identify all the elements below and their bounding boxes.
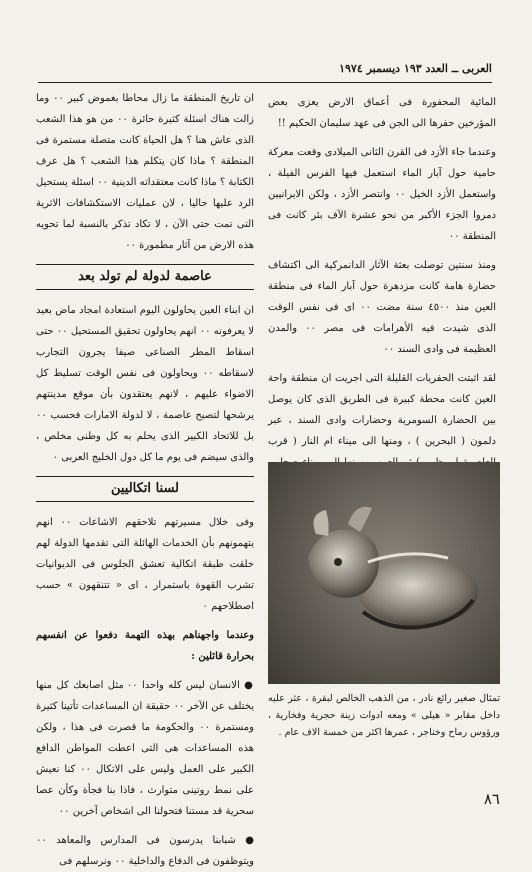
section2-text-2: وعندما واجهناهم بهذه التهمة دفعوا عن انفسهم بحرارة قائلين : xyxy=(36,630,254,662)
left-intro: ان تاريخ المنطقة ما زال محاطا بغموض كبير ٠٠ وما زالت هناك اسئلة كثيرة حائرة ٠٠ من هو هذا الشعب الذى عاش هنا ؟ هل الحياة كانت متصلة مستمرة فى المنطقة ؟ ماذا كان يتكلم هذا الشعب ؟ هل عرف الكتابة ؟ ماذا كانت معتقداته الدينية ٠٠ اسئلة يستحيل الرد عليها حاليا ، لان عمليات الاستكشافات الاثرية التى تمت حتى الآن ، لا تكاد تذكر بالنسبة لما تحويه هذه الارض من آثار مطمورة ٠٠ xyxy=(36,93,254,251)
page-number: ٨٦ xyxy=(483,790,500,808)
page-header xyxy=(38,62,492,83)
left-column xyxy=(36,88,255,867)
right-paragraph-2: وعندما جاء الأزد فى القرن الثانى الميلادى وقعت معركة حامية حول آبار الماء استعمل فيها الفرس الفيلة ، واستعمل الأزد الخيل ٠٠ وانتصر الأزد ، ولكن الايرانيين دمروا الجزء الأكبر من نحو عشرة الآف بئر كانت فى المنطقة ٠٠ xyxy=(268,147,497,242)
photo-caption: تمثال صغير رائع نادر ، من الذهب الخالص لبقرة ، عثر عليه داخل مقابر « هيلى » ومعه ادوات زينة حجرية وفخارية ، ورؤوس رماح وخناجر ، عمرها اكثر من خمسة الاف عام . xyxy=(268,693,500,738)
section2-text-3: ● الانسان ليس كله واحدا ٠٠ مثل اصابعك كل منها يختلف عن الآخر ٠٠ حقيقة ان المساعدات تأتينا كثيرة ومستمرة ٠٠ والحكومة ما قصرت فى هذا ، ولكن هذه المساعدات هى التى اعطت المواطن الدافع الكبير على العمل وليس على الاتكال ٠٠ كنا نعيش على نمط روتينى متوارث ، فاذا بنا فجأة وكأن عصا سحرية قد مستنا فتحولنا الى اشخاص آخرين ٠٠ xyxy=(36,680,254,817)
right-paragraph-3: ومنذ سنتين توصلت بعثة الآثار الدانمركية الى اكتشاف حضارة هامة كانت مزدهرة حول آبار الماء فى منطقة العين منذ ٤٥٠٠ سنة مضت ٠٠ اى فى نفس الوقت الذى شيدت فيه الأهرامات فى مصر ٠٠ والمدن العظيمة فى وادى السند ٠٠ xyxy=(268,260,496,355)
section-heading-capital: عاصمة لدولة لم تولد بعد xyxy=(36,264,254,290)
right-paragraph-4: لقد اثبتت الحفريات القليلة التى اجريت ان منطقة واحة العين كانت محطة كبيرة فى الطريق الذى كان يوصل بين الحضارة السومرية وحضارات وادى السند ، عبر دلمون ( البحرين ) ، ومنها الى ميناء ام النار ( قرب xyxy=(268,373,496,447)
section1-text: ان ابناء العين يحاولون اليوم استعادة امجاد ماض بعيد لا يعرفونه ٠٠ انهم يحاولون تحقيق المستحيل ٠٠ حتى اسقاط المطر الصناعى صيفا يجرون التجارب لاسقاطه ٠٠ ويحاولون فى نفس الوقت تسليط كل الاضواء عليهم ، لانهم يعتقدون بأن موقع مدينتهم يرشحها لتصبح عاصمة ، لا لدولة الامارات فحسب ٠٠ بل للاتحاد الكبير الذى يحلم به كل وطنى مخلص ، والذى سيضم فى يوم ما كل دول الخليج العربى ٠ xyxy=(36,305,255,463)
section-heading-not-dependent: لسنا اتكاليين xyxy=(36,476,254,502)
right-column xyxy=(268,92,496,460)
right-paragraph-1: المائية المحفورة فى أعماق الارض يعزى بعض المؤرخين حفرها الى الجن فى عهد سليمان الحكيم !! xyxy=(268,97,496,129)
header-title: العربى ــ العدد ١٩٣ ديسمبر ١٩٧٤ xyxy=(339,62,492,75)
golden-bull-photo xyxy=(268,462,500,684)
golden-bull-figure xyxy=(268,462,500,684)
section2-text-1: وفى خلال مسيرتهم تلاحقهم الاشاعات ٠٠ انهم يتهمونهم بأن الخدمات الهائلة التى تقدمها الدولة لهم خلقت طبقة اتكالية تعشق الجلوس فى الديوانيات تشرب القهوة باستمرار ، اى « تتنقهون » حسب اصطلاحهم ٠ xyxy=(36,517,254,612)
section2-text-4: ● شبابنا يدرسون فى المدارس والمعاهد ٠٠ ويتوظفون فى الدفاع والداخلية ٠٠ ونرسلهم فى xyxy=(36,835,254,867)
